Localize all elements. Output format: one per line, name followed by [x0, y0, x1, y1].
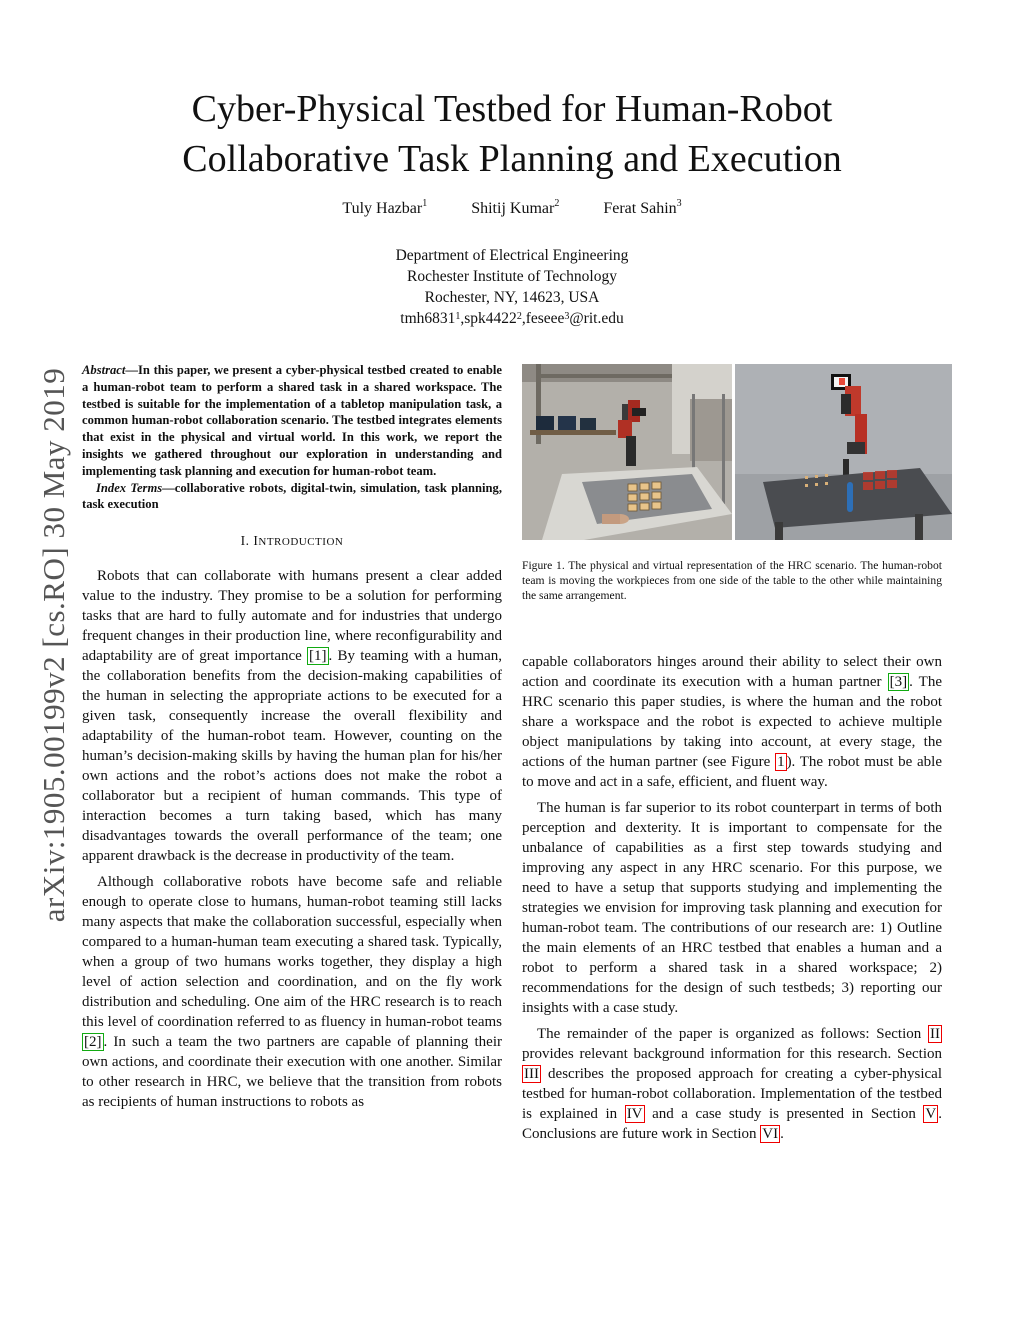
section-link[interactable]: VI — [762, 1126, 779, 1142]
intro-paragraph-1: Robots that can collaborate with humans present a clear added value to the industry. They promise to be a solution for performing tasks that are hard to fully automate and for industries that undergo frequent changes in their production line, where reconfigurability and adaptability are of great importance [1] . By teaming with a human, the collaboration benefits from the decision-making capabilities of the human in selecting the appropriate actions to be executed for a given task, consequently increase the overall flexibility and adaptability of the human-robot team. However, counting on the human’s decision-making skills by having the human plan for his/her own actions and the robot’s actions does not make the robot a collaborator but a recipient of human commands. This type of interaction becomes a turn taking based, which has many disadvantages towards the overall performance of the team; one apparent drawback is the decrease in productivity of the team. — [82, 568, 502, 865]
address: Rochester, NY, 14623, USA — [424, 289, 600, 306]
paper-title — [0, 84, 1024, 184]
right-paragraph-1: capable collaborators hinges around their ability to select their own action and coordinate its execution with a human partner [3] . The HRC scenario this paper studies, is where the human and the robot share a workspace and the robot is expected to achieve multiple object manipulations by taking into account, at every stage, the actions of the human partner (see Figure 1 ). The robot must be able to move and act in a safe, efficient, and fluent way. — [522, 654, 942, 790]
citation-link[interactable]: [3] — [889, 674, 908, 690]
index-terms-label: Index Terms — [96, 480, 163, 495]
figure-1 — [522, 364, 952, 540]
author-list — [0, 200, 1024, 218]
virtual-testbed-render — [735, 364, 952, 540]
section-link[interactable]: II — [930, 1026, 940, 1042]
author-2: Shitij Kumar$^2$ — [471, 198, 560, 217]
abstract-label: Abstract — [82, 363, 126, 377]
section-heading-introduction: I. INTRODUCTION — [240, 533, 344, 549]
figure-link[interactable]: 1 — [777, 754, 785, 770]
right-paragraph-3: The remainder of the paper is organized as follows: Section II provides relevant background information for this research. Section III describes the proposed approach for creating a cyber-physical testbed for human-robot collaboration. Implementation of the testbed is explained in IV and a case study is presented in Section V . Conclusions are future work in Section VI . — [522, 1026, 942, 1142]
right-paragraph-2: The human is far superior to its robot counterpart in terms of both perception and dexterity. It is important to compensate for the unbalance of capabilities as a first step towards studying and improving any aspect in any HRC scenario. For this purpose, we need to have a setup that supports studying and implementing the strategies we envision for improving task planning and execution for human-robot team. The contributions of our research are: 1) Outline the main elements of an HRC testbed that enables a human and a robot to perform a shared task in a shared workspace; 2) recommendations for the design of such testbeds; 3) reporting our insights with a case study. — [522, 800, 942, 1016]
citation-link[interactable]: [2] — [84, 1034, 102, 1051]
department: Department of Electrical Engineering — [395, 247, 629, 264]
email: tmh6831$^1$,spk4422$^2$,feseee$^3$@rit.edu — [400, 310, 624, 327]
title-line-2: Collaborative Task Planning and Execution — [182, 138, 842, 180]
arxiv-identifier: arXiv:1905.00199v2 [cs.RO] 30 May 2019 — [36, 367, 71, 923]
author-1: Tuly Hazbar$^1$ — [342, 198, 428, 217]
section-link[interactable]: III — [524, 1066, 539, 1082]
section-link[interactable]: V — [925, 1106, 937, 1122]
right-column — [522, 652, 942, 1144]
affiliation — [0, 245, 1024, 329]
index-terms-text: —collaborative robots, digital-twin, simulation, task planning, task execution — [82, 480, 502, 512]
citation-link[interactable]: [1] — [309, 648, 327, 665]
physical-testbed-photo — [522, 364, 732, 540]
title-line-1: Cyber-Physical Testbed for Human-Robot — [191, 88, 833, 130]
intro-paragraph-2: Although collaborative robots have become safe and reliable enough to operate close to humans, human-robot teaming still lacks many aspects that make the collaboration successful, especially when compared to a human-human team executing a shared task. Typically, when a group of two humans works together, they display a high level of action selection and coordination, and on the fly work distribution and scheduling. One aim of the HRC research is to reach this level of coordination referred to as fluency in human-robot teams [2] . In such a team the two partners are capable of planning their own actions, and coordinate their execution with one another. Similar to other research in HRC, we believe that the transition from robots as recipients of human instructions to robots as — [82, 874, 502, 1111]
author-3: Ferat Sahin$^3$ — [603, 198, 682, 217]
left-column — [82, 362, 502, 1112]
abstract-text: —In this paper, we present a cyber-physical testbed created to enable a human-robot team to perform a shared task in a shared workspace. The testbed is suitable for the implementation of a tabletop manipulation task, a common human-robot collaboration scenario. The testbed integrates elements that exist in the physical and virtual world. In this work, we report the insights we gathered throughout our exploration in understanding and implementing task planning and execution for human-robot team. — [82, 363, 502, 478]
abstract — [82, 362, 502, 513]
figure-caption: Figure 1. The physical and virtual representation of the HRC scenario. The human-robot team is moving the workpieces from one side of the table to the other while maintaining the same arrangement. — [522, 559, 942, 602]
institution: Rochester Institute of Technology — [407, 268, 617, 285]
section-link[interactable]: IV — [626, 1106, 643, 1122]
